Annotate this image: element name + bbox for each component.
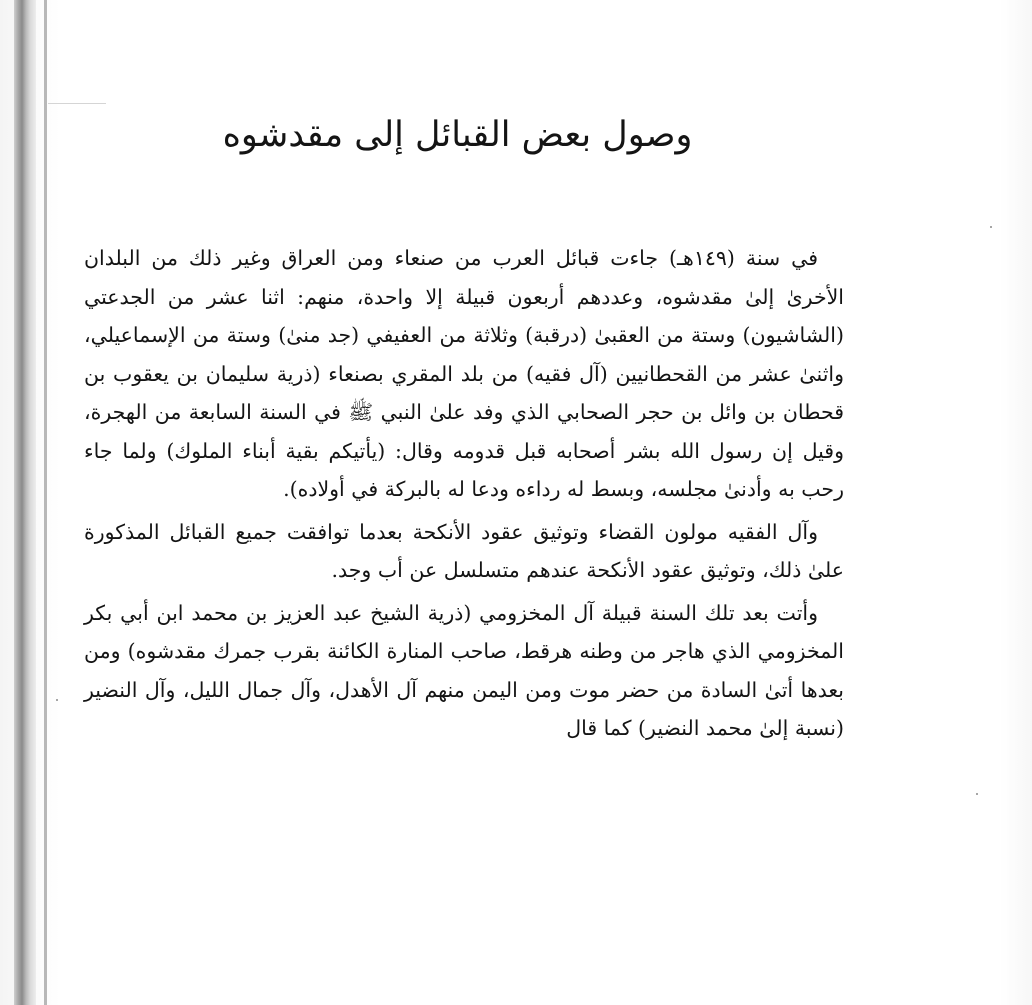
scan-speck [56,699,58,701]
page-gutter-line [44,0,47,1005]
body-text [84,239,844,748]
paragraph-al-makhzumi: وأتت بعد تلك السنة قبيلة آل المخزومي (ذرية الشيخ عبد العزيز بن محمد ابن أبي بكر المخزومي الذي هاجر من وطنه هرقط، صاحب المنارة الكائنة بقرب جمرك مقدشوه) ومن بعدها أتىٰ السادة من حضر موت ومن اليمن منهم آل الأهدل، وآل جمال الليل، وآل النضير (نسبة إلىٰ محمد النضير) كما قال [84,600,844,740]
paragraph-arrival-of-tribes: في سنة (١٤٩هـ) جاءت قبائل العرب من صنعاء ومن العراق وغير ذلك من البلدان الأخرىٰ إلىٰ مقدشوه، وعددهم أربعون قبيلة إلا واحدة، منهم: اثنا عشر من الجدعتي (الشاشيون) وستة من العقبىٰ (درقبة) وثلاثة من العفيفي (جد منىٰ) وستة من الإسماعيلي، واثنىٰ عشر من القحطانيين (آل فقيه) من بلد المقري بصنعاء (ذرية سليمان بن يعقوب بن قحطان بن وائل بن حجر الصحابي الذي وفد علىٰ النبي ﷺ في السنة السابعة من الهجرة، وقيل إن رسول الله بشر أصحابه قبل قدومه وقال: (يأتيكم بقية أبناء الملوك) ولما جاء رحب به وأدنىٰ مجلسه، وبسط له رداءه ودعا له بالبركة في أولاده). [84,246,844,501]
scan-artifact-line [48,103,106,104]
scan-speck [976,793,978,795]
scan-speck [990,226,992,228]
chapter-heading: وصول بعض القبائل إلى مقدشوه [222,115,693,155]
book-binding-edge [14,0,36,1005]
paragraph-al-faqih: وآل الفقيه مولون القضاء وتوثيق عقود الأنكحة بعدما توافقت جميع القبائل المذكورة علىٰ ذلك، وتوثيق عقود الأنكحة عندهم متسلسل عن أب وجد. [84,519,844,582]
